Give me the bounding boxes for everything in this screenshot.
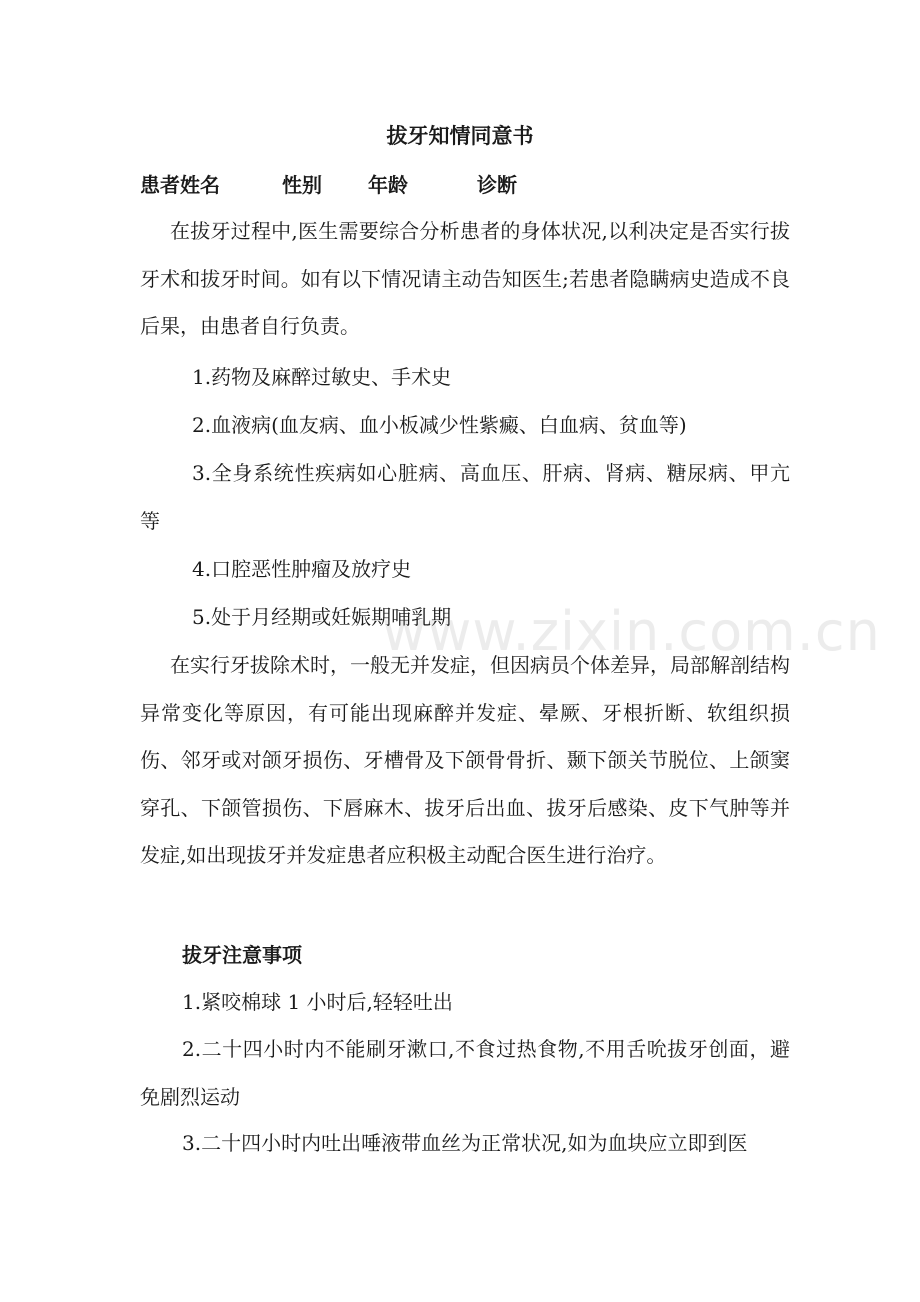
note-item: 3.二十四小时内吐出唾液带血丝为正常状况,如为血块应立即到医: [182, 1131, 748, 1155]
site-watermark: www.zixin.com.cn: [382, 600, 881, 663]
age-label: 年龄: [368, 173, 408, 197]
document-title: 拔牙知情同意书: [386, 124, 534, 148]
condition-item: 5.处于月经期或妊娠期哺乳期: [192, 605, 452, 629]
notes-heading: 拔牙注意事项: [182, 943, 302, 967]
condition-item: 2.血液病(血友病、血小板减少性紫癜、白血病、贫血等): [192, 413, 687, 437]
complications-paragraph: 在实行牙拔除术时，一般无并发症，但因病员个体差异，局部解剖结构异常变化等原因，有可能出现麻醉并发症、晕厥、牙根折断、软组织损伤、邻牙或对颌牙损伤、牙槽骨及下颌骨骨折、颞下颌关节脱位、上颌窦穿孔、下颌管损伤、下唇麻木、拔牙后出血、拔牙后感染、皮下气肿等并发症,如出现拔牙并发症患者应积极主动配合医生进行治疗。: [140, 653, 790, 867]
gender-label: 性别: [282, 173, 322, 197]
diagnosis-label: 诊断: [477, 173, 517, 197]
condition-item: 1.药物及麻醉过敏史、手术史: [192, 365, 452, 389]
patient-name-label: 患者姓名: [140, 173, 220, 197]
intro-paragraph: 在拔牙过程中,医生需要综合分析患者的身体状况,以利决定是否实行拔牙术和拔牙时间。如有以下情况请主动告知医生;若患者隐瞒病史造成不良后果，由患者自行负责。: [140, 219, 790, 338]
condition-item: 3.全身系统性疾病如心脏病、高血压、肝病、肾病、糖尿病、甲亢等: [140, 461, 790, 533]
note-item: 2.二十四小时内不能刷牙漱口,不食过热食物,不用舌吮拔牙创面，避免剧烈运动: [140, 1037, 790, 1109]
note-item: 1.紧咬棉球 1 小时后,轻轻吐出: [182, 990, 453, 1014]
condition-item: 4.口腔恶性肿瘤及放疗史: [192, 557, 412, 581]
